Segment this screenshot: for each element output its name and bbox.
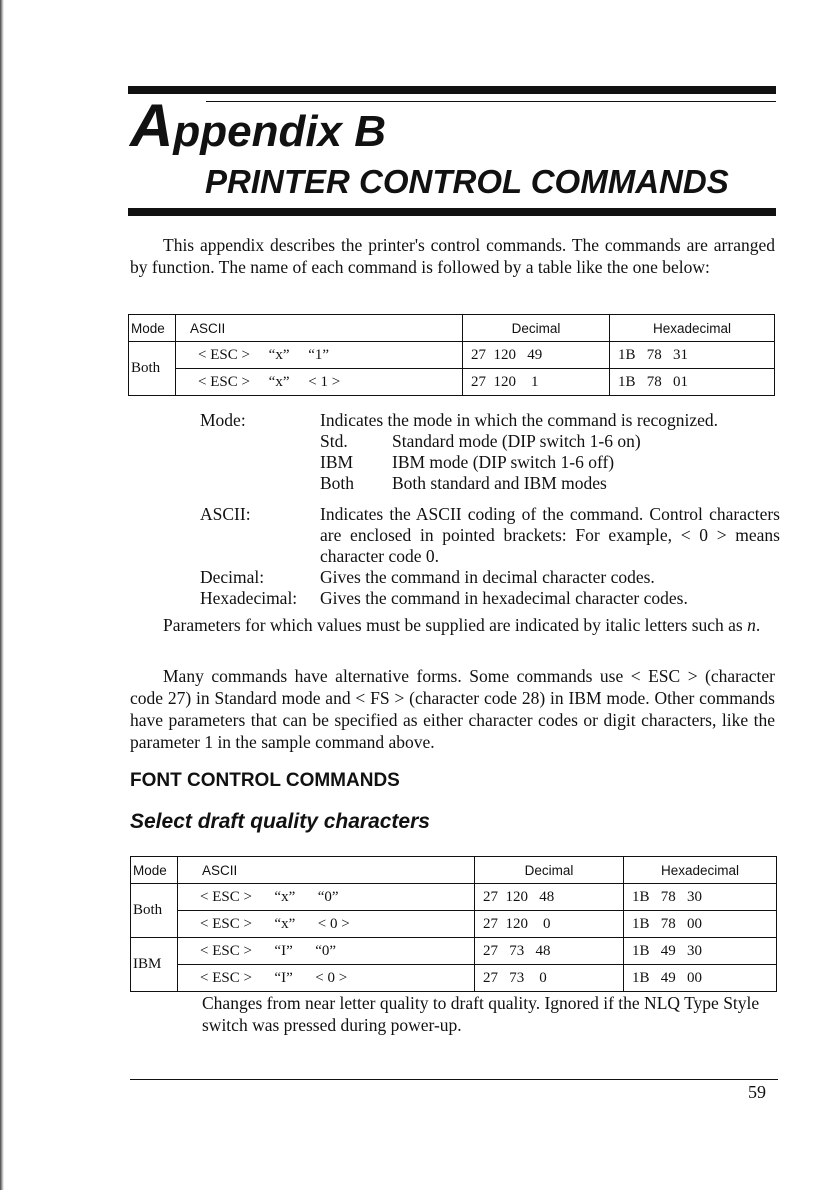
definition-description: Gives the command in hexadecimal character codes. [320, 588, 688, 608]
header-decimal: Decimal [463, 315, 610, 342]
sample-command-table [128, 314, 775, 396]
intro-paragraph: This appendix describes the printer's control commands. The commands are arranged by function. The name of each command is followed by a table like the one below: [130, 235, 775, 277]
mode-value [320, 452, 780, 473]
definition-description: Indicates the ASCII coding of the command. Control characters are enclosed in pointed brackets: For example, < 0 > means character code 0. [320, 504, 780, 566]
ascii-cell: < ESC > “x” < 0 > [178, 911, 475, 938]
definition-description: Gives the command in decimal character codes. [320, 567, 655, 587]
definition-term: Hexadecimal: [200, 588, 298, 608]
table-row [129, 342, 775, 369]
mode-cell: Both [131, 884, 178, 938]
definition-description: Indicates the mode in which the command is recognized. [320, 410, 718, 430]
mode-value-term: Std. [320, 431, 348, 451]
mode-value-term: Both [320, 473, 355, 493]
mode-value-term: IBM [320, 452, 354, 472]
title-bottom-rule [128, 208, 776, 216]
mode-value-desc: IBM mode (DIP switch 1-6 off) [392, 452, 615, 472]
top-thick-rule [128, 86, 776, 94]
draft-command-table [130, 856, 777, 992]
mode-value [320, 431, 780, 452]
decimal-cell: 27 73 0 [475, 965, 624, 992]
decimal-cell: 27 120 49 [463, 342, 610, 369]
definition-term: Mode: [200, 410, 246, 430]
section-heading: FONT CONTROL COMMANDS [130, 770, 400, 791]
appendix-heading [130, 92, 387, 159]
footer-rule [130, 1079, 778, 1080]
mode-cell: IBM [131, 938, 178, 992]
decimal-cell: 27 120 0 [475, 911, 624, 938]
decimal-cell: 27 120 48 [475, 884, 624, 911]
parameters-text: Parameters for which values must be supplied are indicated by italic letters such as [163, 615, 743, 635]
table-row [131, 884, 777, 911]
mode-value-desc: Both standard and IBM modes [392, 473, 607, 493]
definition-term: Decimal: [200, 567, 265, 587]
page-number: 59 [748, 1082, 766, 1102]
hex-cell: 1B 49 30 [624, 938, 777, 965]
hex-cell: 1B 78 30 [624, 884, 777, 911]
parameter-variable: n [747, 615, 756, 635]
mode-value [320, 473, 780, 494]
header-mode: Mode [129, 315, 176, 342]
table-header-row [131, 857, 777, 884]
ascii-cell: < ESC > “x” “0” [178, 884, 475, 911]
hex-cell: 1B 78 01 [610, 369, 775, 396]
appendix-label: ppendix B [173, 107, 387, 156]
hex-cell: 1B 49 00 [624, 965, 777, 992]
table-header-row [129, 315, 775, 342]
definition-mode [200, 410, 780, 494]
decimal-cell: 27 73 48 [475, 938, 624, 965]
header-ascii: ASCII [178, 857, 475, 884]
hex-cell: 1B 78 31 [610, 342, 775, 369]
definition-decimal [200, 567, 780, 588]
ascii-cell: < ESC > “x” < 1 > [176, 369, 463, 396]
ascii-cell: < ESC > “I” < 0 > [178, 965, 475, 992]
binding-edge [0, 0, 4, 1190]
subsection-heading: Select draft quality characters [130, 810, 430, 833]
column-definitions [200, 410, 780, 609]
table-row [131, 965, 777, 992]
header-decimal: Decimal [475, 857, 624, 884]
definition-hexadecimal [200, 588, 780, 609]
appendix-initial: A [130, 92, 174, 159]
page-title: PRINTER CONTROL COMMANDS [205, 163, 729, 200]
decimal-cell: 27 120 1 [463, 369, 610, 396]
alternative-forms-paragraph: Many commands have alternative forms. Some commands use < ESC > (character code 27) in Standard mode and < FS > (character code 28) in IBM mode. Other commands have parameters that can be specified as either character codes or digit characters, like the parameter 1 in the sample command above. [130, 666, 775, 752]
definition-term: ASCII: [200, 504, 251, 524]
ascii-cell: < ESC > “x” “1” [176, 342, 463, 369]
draft-note: Changes from near letter quality to draft quality. Ignored if the NLQ Type Style switch was pressed during power-up. [202, 993, 760, 1035]
header-hexadecimal: Hexadecimal [610, 315, 775, 342]
parameters-paragraph [130, 614, 775, 636]
hex-cell: 1B 78 00 [624, 911, 777, 938]
header-hexadecimal: Hexadecimal [624, 857, 777, 884]
mode-cell: Both [129, 342, 176, 396]
header-ascii: ASCII [176, 315, 463, 342]
definition-ascii [200, 504, 780, 567]
mode-value-desc: Standard mode (DIP switch 1-6 on) [392, 431, 641, 451]
table-row [129, 369, 775, 396]
table-row [131, 911, 777, 938]
header-mode: Mode [131, 857, 178, 884]
ascii-cell: < ESC > “I” “0” [178, 938, 475, 965]
parameters-end: . [755, 615, 761, 635]
table-row [131, 938, 777, 965]
